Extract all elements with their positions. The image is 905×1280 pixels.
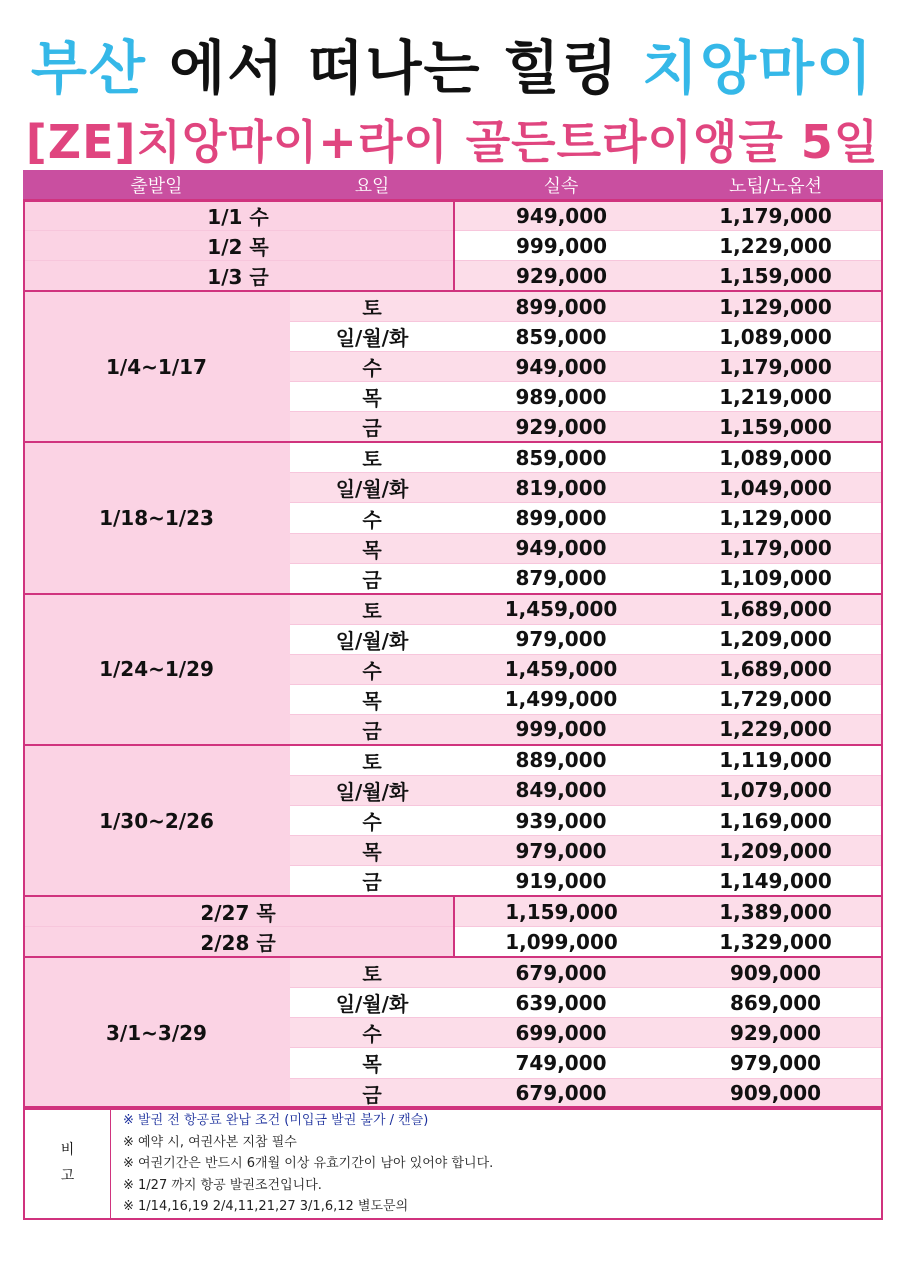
basic-price-cell: 1,459,000	[454, 594, 668, 625]
basic-price-cell: 999,000	[454, 714, 668, 745]
basic-price-cell: 879,000	[454, 563, 668, 594]
page-subtitle: [ZE]치앙마이+라이 골든트라이앵글 5일	[25, 115, 880, 169]
weekday-cell: 수	[290, 806, 454, 836]
notip-price-cell: 1,159,000	[668, 261, 883, 292]
weekday-cell: 금	[290, 866, 454, 897]
remark-item: ※ 예약 시, 여권사본 지참 필수	[123, 1134, 297, 1150]
table-body	[23, 200, 883, 1108]
notip-price-cell: 1,209,000	[668, 624, 883, 654]
page-title	[0, 30, 905, 106]
basic-price-cell: 899,000	[454, 503, 668, 533]
weekday-cell: 목	[290, 1048, 454, 1078]
notip-price-cell: 1,329,000	[668, 927, 883, 958]
price-table	[23, 170, 883, 1109]
remark-item: ※ 여권기간은 반드시 6개월 이상 유효기간이 남아 있어야 합니다.	[123, 1156, 494, 1171]
departure-date-cell: 2/28 금	[23, 927, 454, 958]
basic-price-cell: 999,000	[454, 231, 668, 261]
basic-price-cell: 639,000	[454, 988, 668, 1018]
notip-price-cell: 1,389,000	[668, 896, 883, 927]
title-part-chiangmai: 치앙마이	[641, 34, 875, 102]
weekday-cell: 목	[290, 836, 454, 866]
title-part-middle: 에서 떠나는 힐링	[169, 34, 620, 102]
weekday-cell: 금	[290, 412, 454, 443]
date-range-cell: 1/30~2/26	[23, 745, 290, 896]
weekday-cell: 일/월/화	[290, 624, 454, 654]
weekday-cell: 일/월/화	[290, 473, 454, 503]
basic-price-cell: 679,000	[454, 1078, 668, 1108]
basic-price-cell: 889,000	[454, 745, 668, 776]
departure-date-cell: 2/27 목	[23, 896, 454, 927]
basic-price-cell: 1,499,000	[454, 684, 668, 714]
basic-price-cell: 989,000	[454, 382, 668, 412]
notip-price-cell: 1,109,000	[668, 563, 883, 594]
table-row	[23, 291, 883, 322]
weekday-cell: 토	[290, 594, 454, 625]
table-row	[23, 896, 883, 927]
weekday-cell: 일/월/화	[290, 988, 454, 1018]
basic-price-cell: 949,000	[454, 200, 668, 231]
table-row	[23, 957, 883, 988]
weekday-cell: 목	[290, 684, 454, 714]
date-range-cell: 1/24~1/29	[23, 594, 290, 745]
weekday-cell: 일/월/화	[290, 322, 454, 352]
table-header-row	[23, 170, 883, 200]
notip-price-cell: 929,000	[668, 1018, 883, 1048]
notip-price-cell: 909,000	[668, 1078, 883, 1108]
departure-date-cell: 1/2 목	[23, 231, 454, 261]
basic-price-cell: 679,000	[454, 957, 668, 988]
remarks-label-1: 비	[60, 1142, 75, 1158]
weekday-cell: 토	[290, 442, 454, 473]
basic-price-cell: 979,000	[454, 836, 668, 866]
remarks-box	[23, 1106, 883, 1220]
date-range-cell: 1/18~1/23	[23, 442, 290, 593]
header-departure: 출발일	[23, 170, 290, 200]
table-row	[23, 745, 883, 776]
notip-price-cell: 1,179,000	[668, 200, 883, 231]
date-range-cell: 3/1~3/29	[23, 957, 290, 1108]
weekday-cell: 금	[290, 1078, 454, 1108]
basic-price-cell: 949,000	[454, 533, 668, 563]
header-weekday: 요일	[290, 170, 454, 200]
notip-price-cell: 1,689,000	[668, 654, 883, 684]
remarks-label-2: 고	[60, 1168, 75, 1184]
basic-price-cell: 979,000	[454, 624, 668, 654]
notip-price-cell: 1,079,000	[668, 775, 883, 805]
remarks-list	[111, 1108, 881, 1218]
table-row	[23, 231, 883, 261]
table-row	[23, 200, 883, 231]
basic-price-cell: 859,000	[454, 322, 668, 352]
basic-price-cell: 919,000	[454, 866, 668, 897]
header-notip-price: 노팁/노옵션	[668, 170, 883, 200]
departure-date-cell: 1/3 금	[23, 261, 454, 292]
weekday-cell: 목	[290, 533, 454, 563]
notip-price-cell: 1,179,000	[668, 352, 883, 382]
basic-price-cell: 749,000	[454, 1048, 668, 1078]
basic-price-cell: 699,000	[454, 1018, 668, 1048]
notip-price-cell: 1,219,000	[668, 382, 883, 412]
notip-price-cell: 1,689,000	[668, 594, 883, 625]
notip-price-cell: 1,169,000	[668, 806, 883, 836]
weekday-cell: 수	[290, 352, 454, 382]
basic-price-cell: 819,000	[454, 473, 668, 503]
notip-price-cell: 1,179,000	[668, 533, 883, 563]
notip-price-cell: 1,129,000	[668, 291, 883, 322]
departure-date-cell: 1/1 수	[23, 200, 454, 231]
notip-price-cell: 979,000	[668, 1048, 883, 1078]
basic-price-cell: 1,459,000	[454, 654, 668, 684]
weekday-cell: 일/월/화	[290, 775, 454, 805]
notip-price-cell: 1,119,000	[668, 745, 883, 776]
basic-price-cell: 1,099,000	[454, 927, 668, 958]
basic-price-cell: 899,000	[454, 291, 668, 322]
weekday-cell: 토	[290, 957, 454, 988]
notip-price-cell: 1,229,000	[668, 231, 883, 261]
notip-price-cell: 1,049,000	[668, 473, 883, 503]
notip-price-cell: 1,209,000	[668, 836, 883, 866]
notip-price-cell: 1,229,000	[668, 714, 883, 745]
weekday-cell: 토	[290, 745, 454, 776]
notip-price-cell: 869,000	[668, 988, 883, 1018]
notip-price-cell: 1,159,000	[668, 412, 883, 443]
notip-price-cell: 1,729,000	[668, 684, 883, 714]
remarks-label	[25, 1108, 111, 1218]
basic-price-cell: 1,159,000	[454, 896, 668, 927]
notip-price-cell: 1,149,000	[668, 866, 883, 897]
table-row	[23, 261, 883, 292]
header-basic-price: 실속	[454, 170, 668, 200]
title-part-busan: 부산	[30, 34, 147, 102]
basic-price-cell: 949,000	[454, 352, 668, 382]
weekday-cell: 수	[290, 1018, 454, 1048]
notip-price-cell: 1,089,000	[668, 442, 883, 473]
basic-price-cell: 929,000	[454, 412, 668, 443]
remark-item: ※ 1/27 까지 항공 발권조건입니다.	[123, 1177, 322, 1193]
basic-price-cell: 859,000	[454, 442, 668, 473]
remark-item: ※ 발권 전 항공료 완납 조건 (미입금 발권 불가 / 캔슬)	[123, 1113, 429, 1128]
table-row	[23, 927, 883, 958]
weekday-cell: 수	[290, 503, 454, 533]
table-row	[23, 594, 883, 625]
weekday-cell: 토	[290, 291, 454, 322]
table-row	[23, 442, 883, 473]
notip-price-cell: 1,129,000	[668, 503, 883, 533]
basic-price-cell: 849,000	[454, 775, 668, 805]
weekday-cell: 수	[290, 654, 454, 684]
basic-price-cell: 939,000	[454, 806, 668, 836]
weekday-cell: 목	[290, 382, 454, 412]
weekday-cell: 금	[290, 563, 454, 594]
basic-price-cell: 929,000	[454, 261, 668, 292]
price-table-wrapper	[23, 170, 883, 1109]
notip-price-cell: 1,089,000	[668, 322, 883, 352]
date-range-cell: 1/4~1/17	[23, 291, 290, 442]
weekday-cell: 금	[290, 714, 454, 745]
notip-price-cell: 909,000	[668, 957, 883, 988]
remark-item: ※ 1/14,16,19 2/4,11,21,27 3/1,6,12 별도문의	[123, 1199, 409, 1214]
